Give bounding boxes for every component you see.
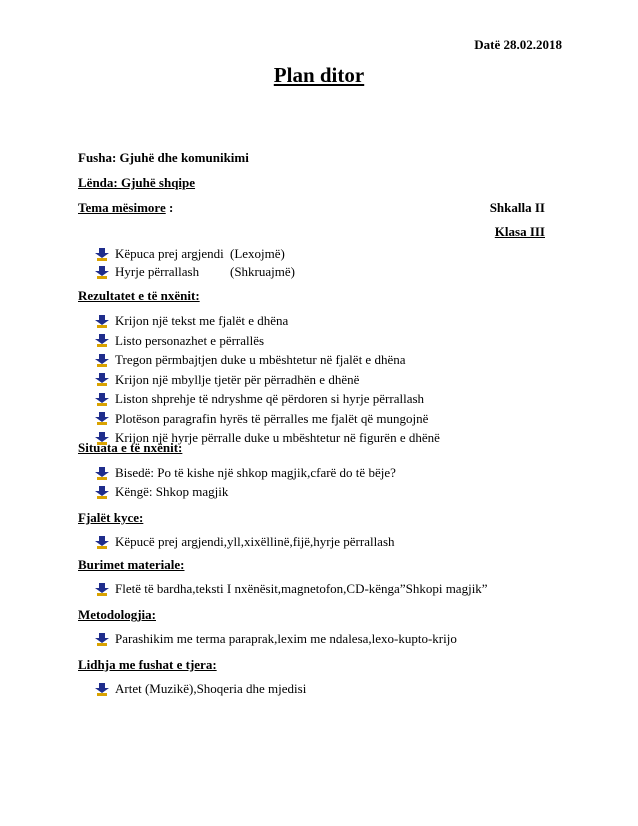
- burimet-label: Burimet materiale:: [78, 557, 185, 572]
- arrow-bullet-icon: [95, 683, 109, 696]
- topic-tag: (Lexojmë): [230, 246, 285, 261]
- shkalla-label: Shkalla II: [489, 200, 545, 215]
- list-item: [95, 581, 488, 597]
- list-item-text: Bisedë: Po të kishe një shkop magjik,cfarë do të bëje?: [115, 465, 396, 480]
- arrow-bullet-icon: [95, 248, 109, 261]
- topic-item: [95, 264, 295, 280]
- date-line: Datë 28.02.2018: [474, 37, 562, 52]
- list-item-text: Krijon një mbyllje tjetër për përradhën e dhënë: [115, 371, 360, 387]
- list-item-text: Listo personazhet e përrallës: [115, 332, 265, 348]
- arrow-bullet-icon: [95, 467, 109, 480]
- tema-colon: :: [168, 200, 174, 215]
- list-item: [95, 631, 457, 647]
- list-item-text: Parashikim me terma paraprak,lexim me ndalesa,lexo-kupto-krijo: [115, 631, 457, 646]
- arrow-bullet-icon: [95, 315, 109, 328]
- list-item: [95, 534, 395, 550]
- fjalet-label: Fjalët kyce:: [78, 510, 144, 525]
- list-item: [95, 484, 228, 500]
- fusha-value: Gjuhë dhe komunikimi: [119, 150, 249, 165]
- list-item: [95, 411, 428, 427]
- arrow-bullet-icon: [95, 536, 109, 549]
- page-title: Plan ditor: [273, 63, 365, 87]
- arrow-bullet-icon: [95, 633, 109, 646]
- list-item: [95, 333, 264, 349]
- arrow-bullet-icon: [95, 334, 109, 347]
- list-item-text: Krijon një tekst me fjalët e dhëna: [115, 313, 289, 328]
- klasa-label: Klasa III: [494, 224, 545, 239]
- tema-label: Tema mësimore: [78, 200, 166, 215]
- list-item: [95, 391, 424, 407]
- lenda-line: Lënda: Gjuhë shqipe: [78, 175, 196, 190]
- list-item: [95, 352, 406, 368]
- list-item-text: Këpucë prej argjendi,yll,xixëllinë,fijë,hyrje përrallash: [115, 534, 395, 549]
- arrow-bullet-icon: [95, 393, 109, 406]
- arrow-bullet-icon: [95, 373, 109, 386]
- tema-line: [78, 200, 173, 216]
- list-item-text: Krijon një hyrje përralle duke u mbështetur në figurën e dhënë: [115, 430, 440, 445]
- arrow-bullet-icon: [95, 583, 109, 596]
- topic-tag: (Shkruajmë): [230, 264, 295, 279]
- list-item: [95, 372, 359, 388]
- arrow-bullet-icon: [95, 266, 109, 279]
- list-item-text: Tregon përmbajtjen duke u mbështetur në fjalët e dhëna: [115, 352, 406, 367]
- list-item: [95, 313, 288, 329]
- topic-text: Këpuca prej argjendi: [115, 246, 224, 261]
- lidhja-label: Lidhja me fushat e tjera:: [78, 657, 217, 672]
- topic-text: Hyrje përrallash: [115, 264, 200, 279]
- list-item-text: Fletë të bardha,teksti I nxënësit,magnetofon,CD-kënga”Shkopi magjik”: [115, 581, 488, 596]
- topic-item: [95, 246, 285, 262]
- arrow-bullet-icon: [95, 354, 109, 367]
- fusha-label: Fusha:: [78, 150, 117, 165]
- fusha-line: [78, 150, 249, 166]
- list-item-text: Plotëson paragrafin hyrës të përralles me fjalët që mungojnë: [115, 410, 429, 426]
- list-item: [95, 465, 396, 481]
- list-item-text: Këngë: Shkop magjik: [115, 484, 229, 499]
- arrow-bullet-icon: [95, 412, 109, 425]
- list-item-text: Liston shprehje të ndryshme që përdoren si hyrje përrallash: [115, 391, 425, 406]
- arrow-bullet-icon: [95, 486, 109, 499]
- list-item: [95, 681, 306, 697]
- rezultatet-label: Rezultatet e të nxënit:: [78, 288, 200, 303]
- metodologjia-label: Metodologjia:: [78, 607, 156, 622]
- situata-label: Situata e të nxënit:: [78, 440, 183, 455]
- list-item-text: Artet (Muzikë),Shoqeria dhe mjedisi: [115, 681, 307, 696]
